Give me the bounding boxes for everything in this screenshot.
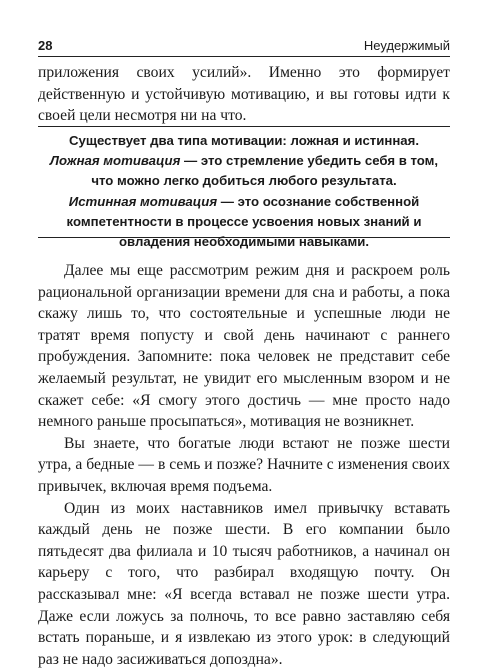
paragraph: Один из моих наставников имел привычку вставать каждый день не позже шести. В его компании было пятьдесят два филиала и 10 тысяч работников, а начинал он карьеру с того, что разбирал входящую почту. Он рассказывал мне: «Я всегда вставал не позже шести утра. Даже если ложусь за полночь, то все равно заставляю себя встать пораньше, и я извлекаю из этого урок: в следующий раз не надо засиживаться допоздна». bbox=[38, 499, 450, 668]
running-title: Неудержимый bbox=[363, 38, 450, 53]
true-motivation-definition: — это осознание собственной компетентности в процессе усвоения новых знаний и овладения необходимыми навыками. bbox=[66, 193, 422, 250]
callout-line-types: Существует два типа мотивации: ложная и истинная. bbox=[68, 133, 419, 148]
callout-true-motivation bbox=[38, 192, 450, 253]
paragraph: Вы знаете, что богатые люди встают не позже шести утра, а бедные — в семь и позже? Начните с изменения своих привычек, включая время подъема. bbox=[38, 434, 450, 495]
intro-paragraph: приложения своих усилий». Именно это формирует действенную и устойчивую мотивацию, и вы готовы идти к своей цели несмотря ни на что. bbox=[38, 64, 450, 125]
page-number: 28 bbox=[38, 38, 53, 53]
paragraph: Далее мы еще рассмотрим режим дня и раскроем роль рациональной организации времени для сна и работы, а пока скажу лишь то, что состоятельные и успешные люди не тратят время попусту и свой день начинают с раннего пробуждения. Запомните: пока человек не представит себе желаемый результат, не увидит его мысленным взором и не скажет себе: «Я смогу этого достичь — мне просто надо немного раньше просыпаться», мотивация не возникнет. bbox=[38, 262, 450, 431]
callout-box bbox=[38, 126, 450, 250]
page-header bbox=[38, 36, 450, 57]
false-motivation-term: Ложная мотивация bbox=[49, 153, 181, 169]
main-text bbox=[38, 260, 450, 670]
false-motivation-definition: — это стремление убедить себя в том, что можно легко добиться любого результата. bbox=[91, 153, 439, 189]
callout-false-motivation bbox=[38, 151, 450, 191]
true-motivation-term: Истинная мотивация bbox=[68, 193, 218, 209]
